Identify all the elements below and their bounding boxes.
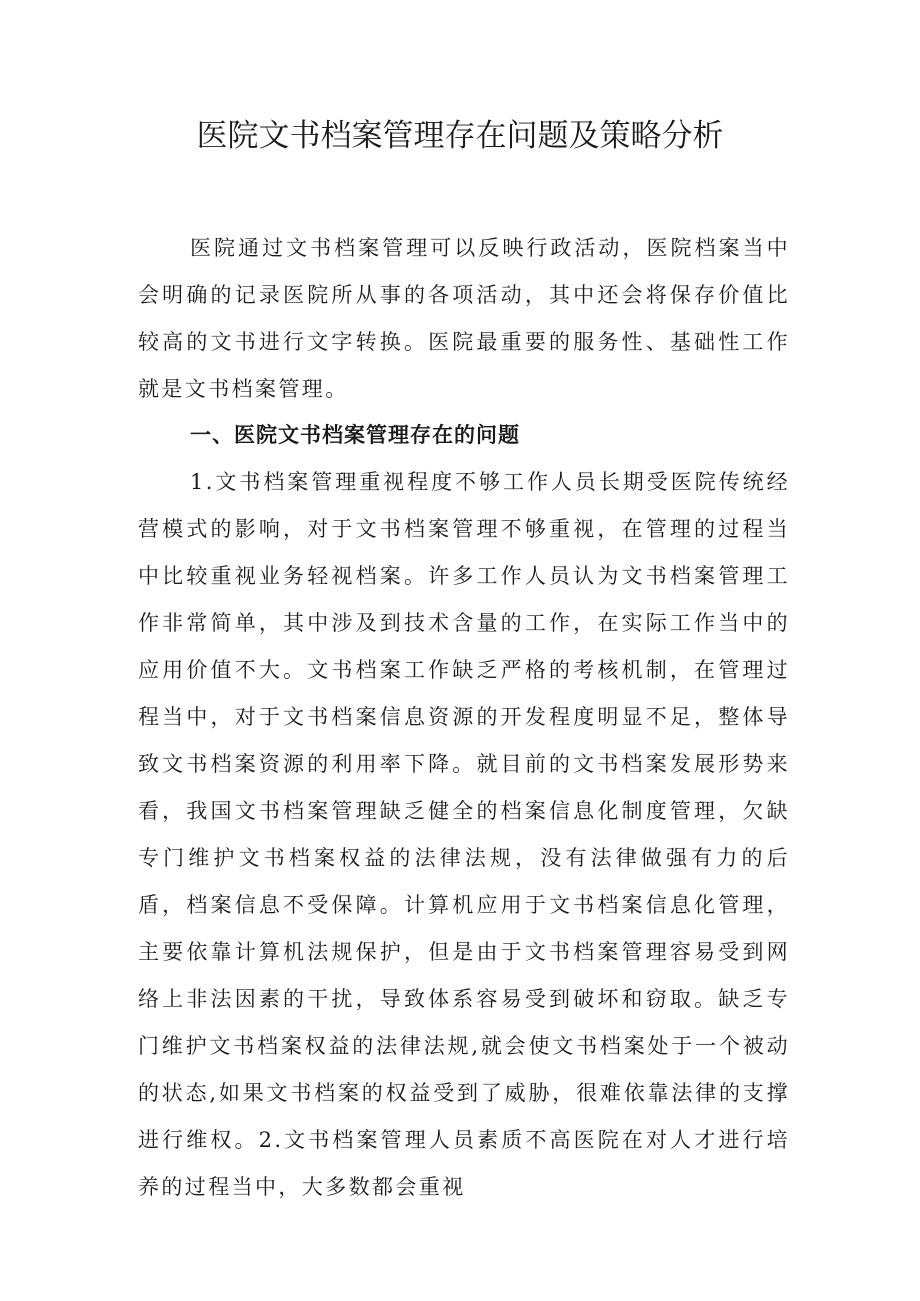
intro-paragraph: 医院通过文书档案管理可以反映行政活动，医院档案当中会明确的记录医院所从事的各项活动，其中还会将保存价值比较高的文书进行文字转换。医院最重要的服务性、基础性工作就是文书档案管理。 [138,236,790,401]
section-heading: 一、医院文书档案管理存在的问题 [190,423,520,447]
problem-paragraph: 1.文书档案管理重视程度不够工作人员长期受医院传统经营模式的影响，对于文书档案管理不够重视，在管理的过程当中比较重视业务轻视档案。许多工作人员认为文书档案管理工作非常简单，其中涉及到技术含量的工作，在实际工作当中的应用价值不大。文书档案工作缺乏严格的考核机制，在管理过程当中，对于文书档案信息资源的开发程度明显不足，整体导致文书档案资源的利用率下降。就目前的文书档案发展形势来看，我国文书档案管理缺乏健全的档案信息化制度管理，欠缺专门维护文书档案权益的法律法规，没有法律做强有力的后盾，档案信息不受保障。计算机应用于文书档案信息化管理，主要依靠计算机法规保护，但是由于文书档案管理容易受到网络上非法因素的干扰，导致体系容易受到破坏和窃取。缺乏专门维护文书档案权益的法律法规,就会使文书档案处于一个被动的状态,如果文书档案的权益受到了威胁，很难依靠法律的支撑进行维权。2.文书档案管理人员素质不高医院在对人才进行培养的过程当中，大多数都会重视 [138,470,790,1199]
document-title: 医院文书档案管理存在问题及策略分析 [196,118,724,154]
